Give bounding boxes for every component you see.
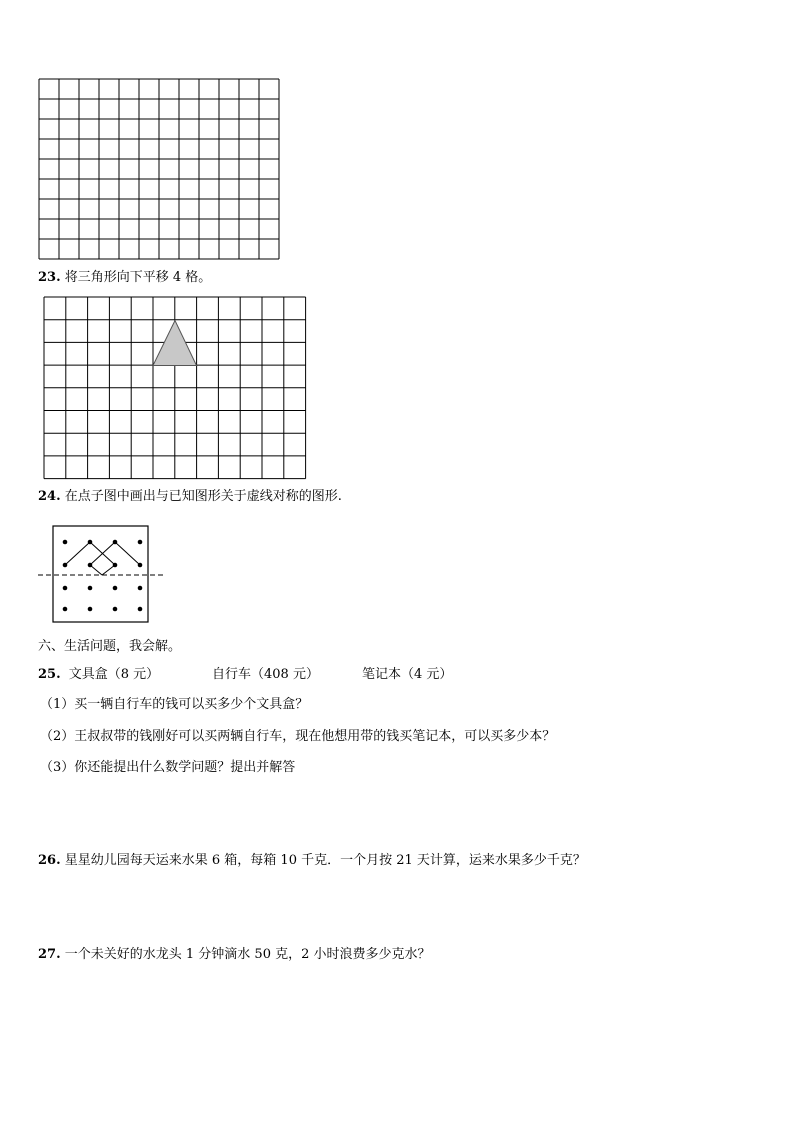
question-24 [38,489,342,505]
question-26 [38,853,586,869]
dot [63,607,68,612]
question-23 [38,270,211,286]
dot [63,586,68,591]
figure-segment [65,542,90,565]
question-25 [38,667,159,683]
dot [63,540,68,545]
dot [138,586,143,591]
question-text: 将三角形向下平移 4 格。 [64,270,212,285]
dot [113,586,118,591]
item-bicycle: 自行车（408 元） [212,667,319,682]
figure-segment [102,565,115,575]
question-number: 25. [38,667,61,682]
question-text: 星星幼儿园每天运来水果 6 箱，每箱 10 千克．一个月按 21 天计算，运来水果多少千克？ [64,853,586,868]
question-25-sub-1: （1）买一辆自行车的钱可以买多少个文具盒？ [40,697,309,712]
question-text: 一个未关好的水龙头 1 分钟滴水 50 克，2 小时浪费多少克水？ [64,947,431,962]
section-title: 六、生活问题，我会解。 [38,639,182,654]
dot [88,607,93,612]
question-27 [38,947,431,963]
figure-segment [90,565,102,575]
grid-q22 [39,79,279,259]
dot [138,607,143,612]
figure-segment [115,542,140,565]
triangle-shape [153,321,197,366]
question-25-sub-2: （2）王叔叔带的钱刚好可以买两辆自行车，现在他想用带的钱买笔记本，可以买多少本？ [40,729,556,744]
question-25-sub-3: （3）你还能提出什么数学问题？提出并解答 [40,760,296,775]
dot [88,586,93,591]
question-text: 在点子图中画出与已知图形关于虚线对称的图形. [64,489,342,504]
item-pencil-case: 文具盒（8 元） [68,667,160,682]
question-number: 24. [38,489,61,504]
dot [138,540,143,545]
question-number: 23. [38,270,61,285]
item-notebook: 笔记本（4 元） [362,667,453,682]
question-number: 26. [38,853,61,868]
dot [113,607,118,612]
question-number: 27. [38,947,61,962]
